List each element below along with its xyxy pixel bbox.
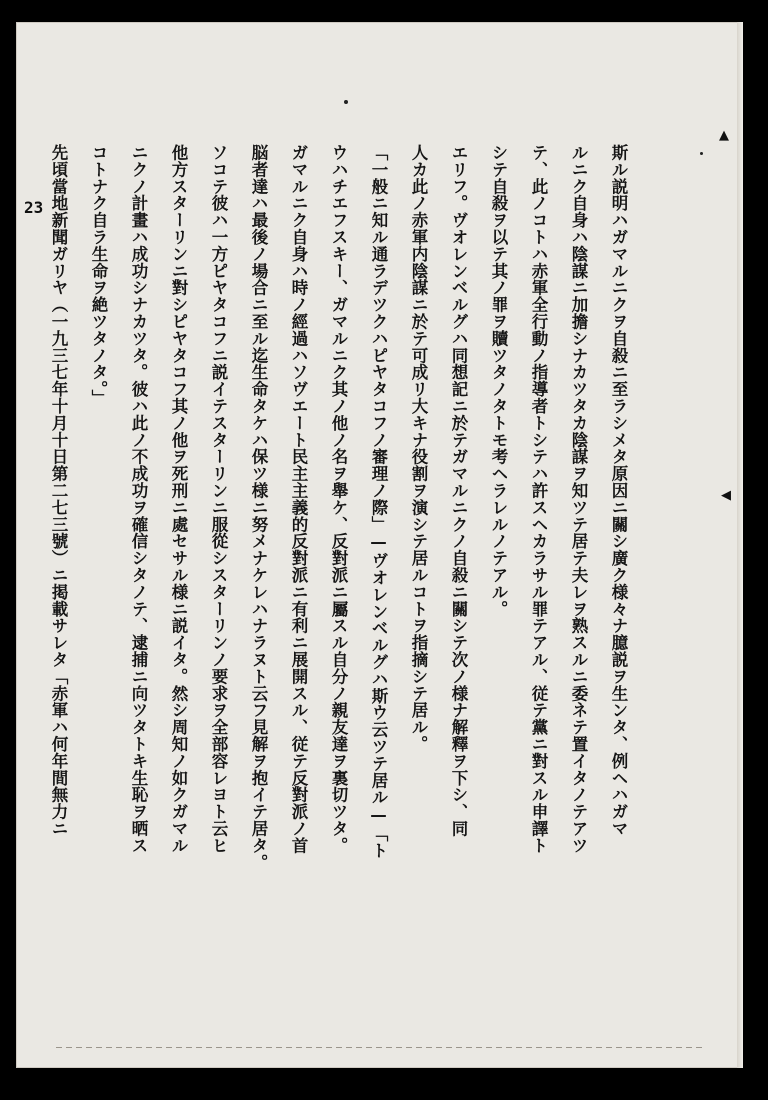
text-column: 先頃當地新聞ガリヤ（一九三七年十月十日第二七三號）ニ掲載サレタ「赤軍ハ何年間無力ニ [49, 144, 68, 837]
text-column: シテ自殺ヲ以テ其ノ罪ヲ贖ツタノタトモ考ヘラレルノテアル。 [489, 144, 508, 618]
speck-top [344, 100, 348, 104]
page-edge-shadow [737, 22, 743, 1068]
text-column: ガマルニク自身ハ時ノ經過ハソヴエート民主主義的反對派ニ有利ニ展開スル、従テ反對派ノ首 [289, 144, 308, 854]
vertical-text-body [45, 144, 631, 1022]
text-column: 他方スターリンニ對シピヤタコフ其ノ他ヲ死刑ニ處セサル様ニ説イタ。然シ周知ノ如クガマル [169, 144, 188, 854]
text-column: テ、此ノコトハ赤軍全行動ノ指導者トシテハ許スヘカラサル罪テアル、従テ黨ニ對スル申譯ト [529, 144, 548, 854]
text-column: ニクノ計畫ハ成功シナカツタ。彼ハ此ノ不成功ヲ確信シタノテ、逮捕ニ向ツタトキ生恥ヲ晒ス [129, 144, 148, 854]
corner-mark-top-right: ▲ [719, 128, 729, 143]
text-column: 脳者達ハ最後ノ場合ニ至ル迄生命タケハ保ツ様ニ努メナケレハナラヌト云フ見解ヲ抱イテ居タ。 [249, 144, 268, 871]
text-column: コトナク自ラ生命ヲ絶ツタノタ。」 [89, 144, 108, 407]
text-column: ソコテ彼ハ一方ピヤタコフニ説イテスターリンニ服從シスターリンノ要求ヲ全部容レヨト云ヒ [209, 144, 228, 854]
speck-right [700, 152, 703, 155]
bottom-rule [56, 1047, 703, 1048]
text-column: 人カ此ノ赤軍内陰謀ニ於テ可成リ大キナ役割ヲ演シテ居ルコトヲ指摘シテ居ル。 [409, 144, 428, 753]
text-column: 斯ル説明ハガマルニクヲ自殺ニ至ラシメタ原因ニ關シ廣ク様々ナ臆説ヲ生ンタ、例ヘハガマ [609, 144, 628, 837]
text-column: ルニク自身ハ陰謀ニ加擔シナカツタカ陰謀ヲ知ツテ居テ夫レヲ熟スルニ委ネテ置イタノテアツ [569, 144, 588, 854]
text-column: エリフ。ヴオレンベルグハ同想記ニ於テガマルニクノ自殺ニ關シテ次ノ様ナ解釋ヲ下シ、同 [449, 144, 468, 837]
side-mark-right: ◀ [721, 488, 731, 503]
text-column: 「一般ニ知ル通ラデツクハピヤタコフノ審理ノ際」—ヴオレンベルグハ斯ウ云ツテ居ル—「ト [369, 144, 388, 859]
text-column: ウハチエフスキー、ガマルニク其ノ他ノ名ヲ舉ケ、反對派ニ屬スル自分ノ親友達ヲ裏切ツタ。 [329, 144, 348, 854]
document-page [16, 22, 743, 1068]
page-number: 23 [24, 198, 44, 217]
